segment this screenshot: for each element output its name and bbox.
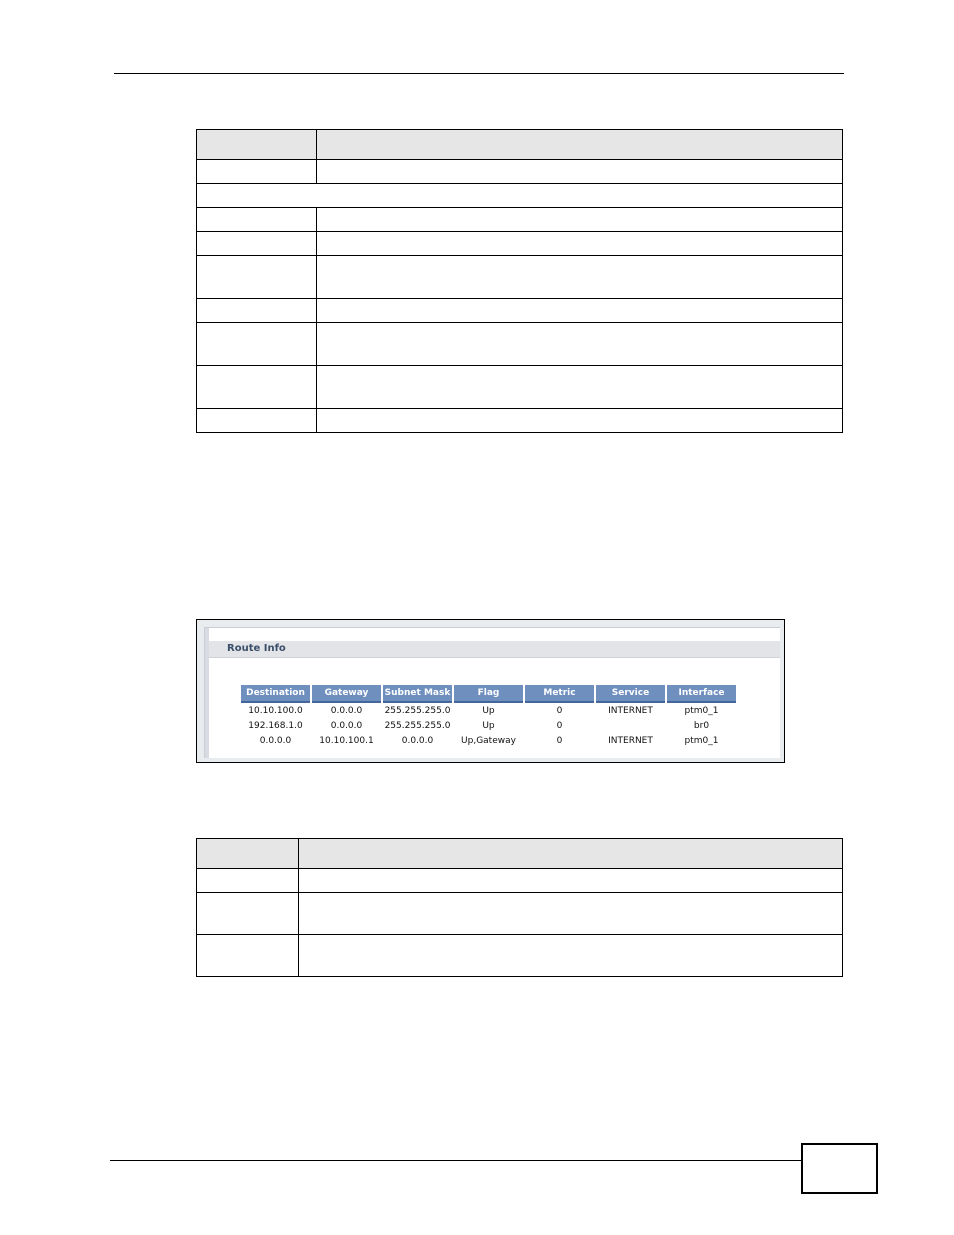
cell-gateway: 10.10.100.1: [319, 735, 374, 746]
table-section-row: [197, 184, 843, 208]
cell-interface: ptm0_1: [684, 705, 719, 716]
table-row: [241, 733, 736, 748]
route-info-titlebar: [209, 641, 780, 658]
cell-subnet-mask: 255.255.255.0: [384, 720, 451, 731]
table-row: [197, 256, 843, 299]
route-info-panel: [204, 627, 780, 758]
header-cell: [299, 839, 843, 869]
table-row: [241, 718, 736, 733]
cell-flag: Up: [482, 705, 495, 716]
page-number-box: [801, 1143, 878, 1194]
cell-metric: 0: [556, 720, 563, 731]
route-table: [239, 685, 738, 748]
column-header-interface: Interface: [667, 685, 736, 703]
table-header-row: [197, 130, 843, 160]
header-cell: [317, 130, 843, 160]
footer-rule: [110, 1160, 801, 1161]
cell-service: INTERNET: [608, 735, 653, 746]
cell-flag: Up,Gateway: [461, 735, 516, 746]
cell-subnet-mask: 0.0.0.0: [401, 735, 434, 746]
cell-subnet-mask: 255.255.255.0: [384, 705, 451, 716]
table-row: [197, 208, 843, 232]
route-table-header: [241, 685, 736, 703]
table-row: [197, 160, 843, 184]
cell-gateway: 0.0.0.0: [330, 720, 363, 731]
cell-interface: ptm0_1: [684, 735, 719, 746]
column-header-gateway: Gateway: [312, 685, 381, 703]
cell-gateway: 0.0.0.0: [330, 705, 363, 716]
column-header-subnet-mask: Subnet Mask: [383, 685, 452, 703]
table-row: [197, 366, 843, 409]
cell-destination: 192.168.1.0: [248, 720, 303, 731]
field-table-2: [196, 838, 843, 977]
cell-metric: 0: [556, 735, 563, 746]
table-header-row: [197, 839, 843, 869]
cell-flag: Up: [482, 720, 495, 731]
column-header-service: Service: [596, 685, 665, 703]
table-row: [197, 409, 843, 433]
cell-service: INTERNET: [608, 705, 653, 716]
field-table-1: [196, 129, 843, 433]
cell-destination: 10.10.100.0: [248, 705, 303, 716]
table-row: [241, 703, 736, 718]
table-row: [197, 869, 843, 893]
table-row: [197, 299, 843, 323]
table-row: [197, 935, 843, 977]
cell-destination: 0.0.0.0: [259, 735, 292, 746]
column-header-destination: Destination: [241, 685, 310, 703]
route-info-title: Route Info: [227, 643, 286, 654]
column-header-metric: Metric: [525, 685, 594, 703]
table-row: [197, 323, 843, 366]
header-cell: [197, 130, 317, 160]
table-row: [197, 232, 843, 256]
cell-service: [596, 718, 665, 733]
cell-metric: 0: [556, 705, 563, 716]
header-rule: [114, 73, 844, 74]
table-row: [197, 893, 843, 935]
cell-interface: br0: [693, 720, 710, 731]
route-info-screenshot: [196, 619, 785, 763]
column-header-flag: Flag: [454, 685, 523, 703]
header-cell: [197, 839, 299, 869]
